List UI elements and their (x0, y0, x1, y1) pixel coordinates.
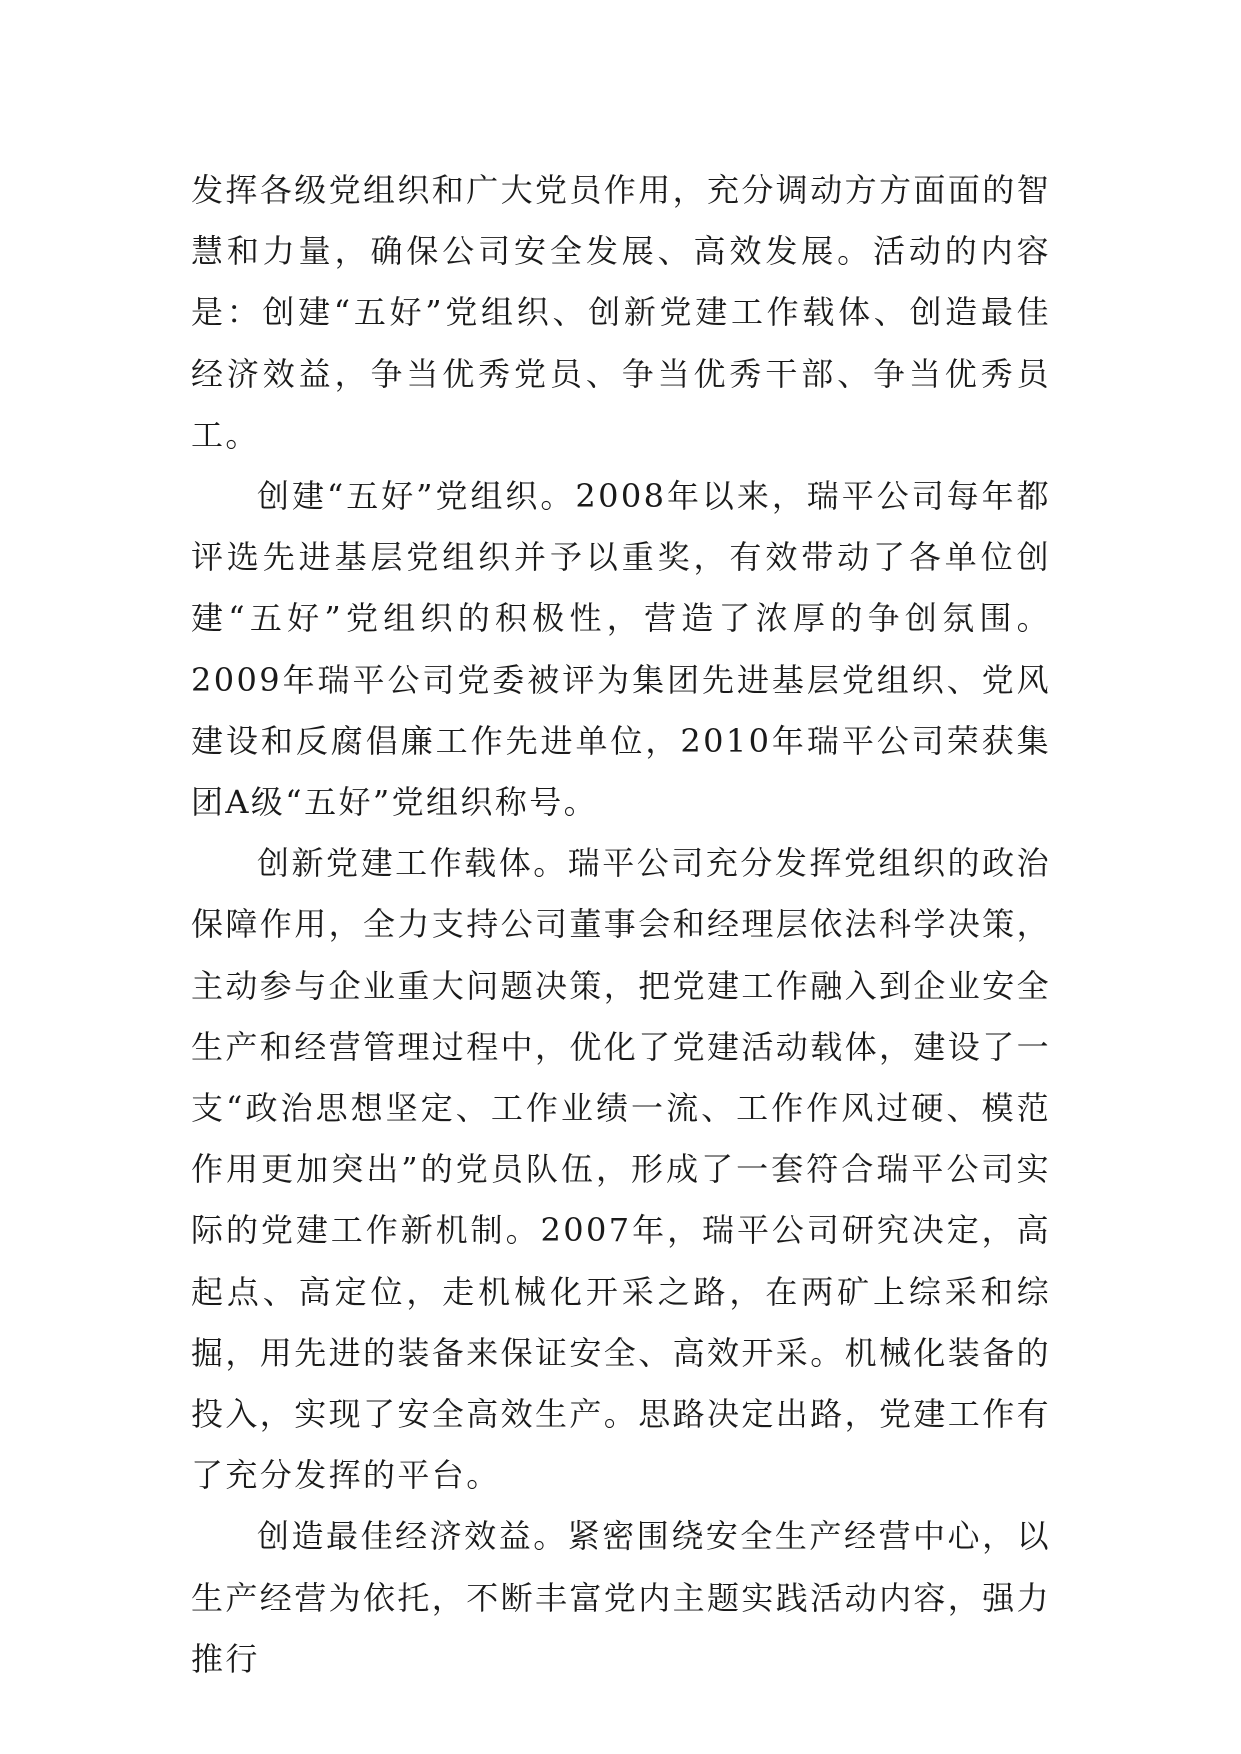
body-text (191, 160, 1051, 1690)
paragraph-five-good-party-organization: 创建“五好”党组织。2008年以来，瑞平公司每年都评选先进基层党组织并予以重奖，有效带动了各单位创建“五好”党组织的积极性，营造了浓厚的争创氛围。2009年瑞平公司党委被评为集团先进基层党组织、党风建设和反腐倡廉工作先进单位，2010年瑞平公司荣获集团A级“五好”党组织称号。 (191, 477, 1051, 822)
paragraph-innovate-party-building: 创新党建工作载体。瑞平公司充分发挥党组织的政治保障作用，全力支持公司董事会和经理层依法科学决策，主动参与企业重大问题决策，把党建工作融入到企业安全生产和经营管理过程中，优化了党建活动载体，建设了一支“政治思想坚定、工作业绩一流、工作作风过硬、模范作用更加突出”的党员队伍，形成了一套符合瑞平公司实际的党建工作新机制。2007年，瑞平公司研究决定，高起点、高定位，走机械化开采之路，在两矿上综采和综掘，用先进的装备来保证安全、高效开采。机械化装备的投入，实现了安全高效生产。思路决定出路，党建工作有了充分发挥的平台。 (191, 844, 1052, 1495)
paragraph-economic-benefit: 创造最佳经济效益。紧密围绕安全生产经营中心，以生产经营为依托，不断丰富党内主题实践活动内容，强力推行 (191, 1517, 1052, 1678)
paragraph-continued: 发挥各级党组织和广大党员作用，充分调动方方面面的智慧和力量，确保公司安全发展、高效发展。活动的内容是：创建“五好”党组织、创新党建工作载体、创造最佳经济效益，争当优秀党员、争当优秀干部、争当优秀员工。 (191, 171, 1052, 454)
